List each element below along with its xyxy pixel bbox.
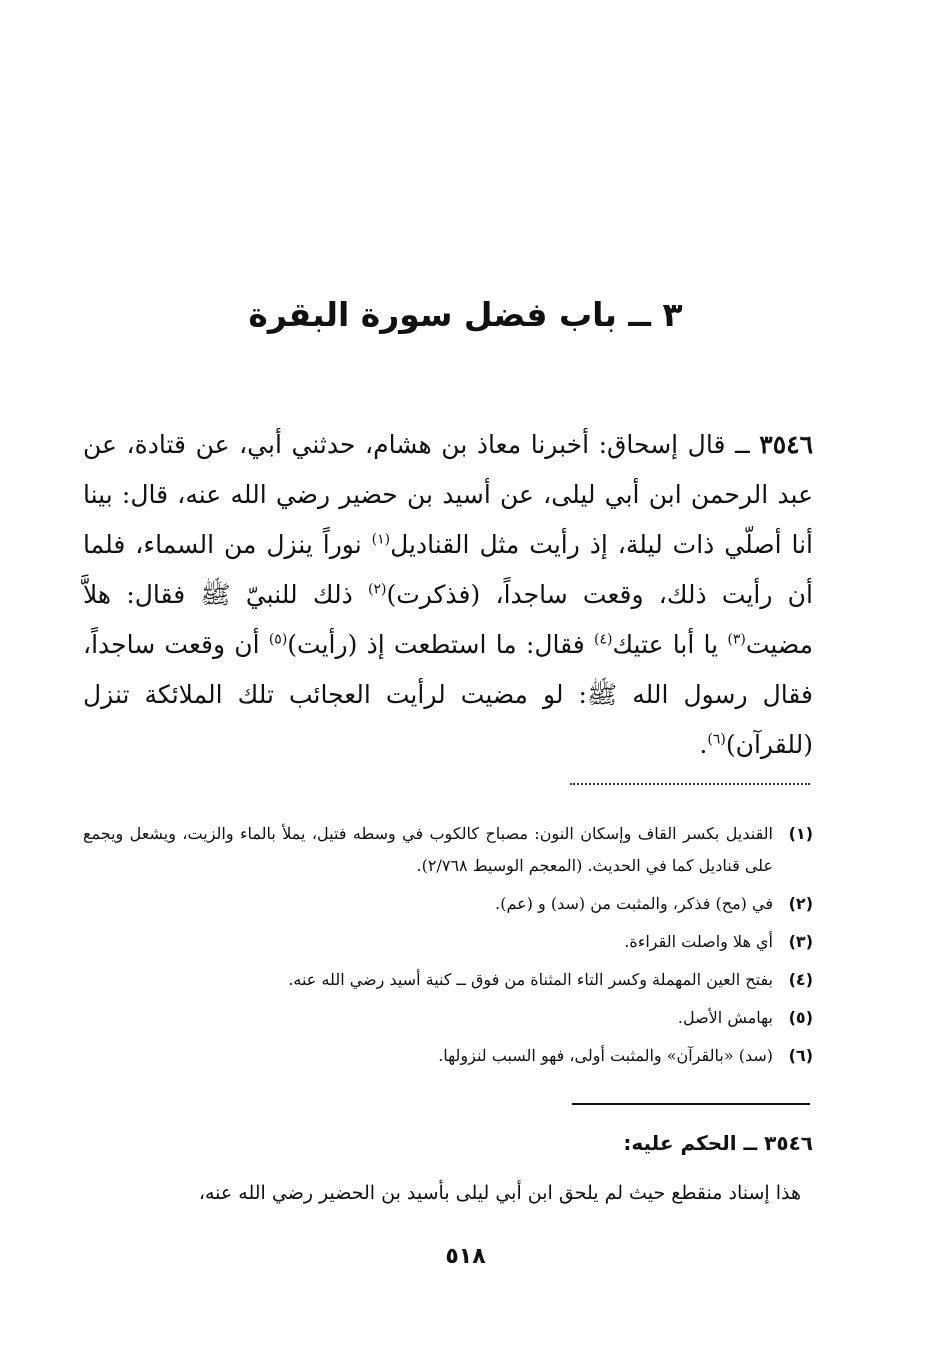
footnote-text: بهامش الأصل. bbox=[677, 1008, 773, 1027]
footnote-ref: (٦) bbox=[707, 731, 726, 748]
footnote-text: (سد) «بالقرآن» والمثبت أولى، فهو السبب لنزولها. bbox=[438, 1046, 773, 1065]
footnote-item bbox=[83, 926, 813, 958]
footnote-item bbox=[83, 964, 813, 996]
hadith-segment: يا أبا عتيك bbox=[612, 630, 728, 659]
footnote-text: في (مح) فذكر، والمثبت من (سد) و (عم). bbox=[495, 894, 773, 913]
footnote-text: أي هلا واصلت القراءة. bbox=[624, 932, 773, 951]
footnote-number: (٦) bbox=[788, 1046, 813, 1065]
hadith-segment: فقال: ما استطعت إذ (رأيت) bbox=[287, 630, 594, 659]
footnote-number: (٣) bbox=[788, 932, 813, 951]
footnote-ref: (٣) bbox=[727, 631, 746, 648]
footnote-item bbox=[83, 818, 813, 882]
ruling-heading: ٣٥٤٦ ــ الحكم عليه: bbox=[623, 1131, 813, 1155]
footnote-item bbox=[83, 1040, 813, 1072]
footnote-number: (٢) bbox=[788, 894, 813, 913]
hadith-paragraph bbox=[83, 420, 813, 770]
footnote-ref: (١) bbox=[371, 531, 391, 548]
hadith-segment: ــ قال إسحاق: أخبرنا معاذ بن هشام، حدثني أبي، عن قتادة، عن عبد الرحمن ابن أبي ليلى، عن أسيد بن حضير رضي الله عنه، قال: بينا أنا أصلّي ذات ليلة، إذ رأيت مثل القناديل bbox=[83, 430, 813, 559]
section-divider bbox=[572, 1103, 810, 1105]
hadith-number: ٣٥٤٦ bbox=[759, 430, 813, 459]
footnote-number: (٥) bbox=[788, 1008, 813, 1027]
ruling-text: هذا إسناد منقطع حيث لم يلحق ابن أبي ليلى بأسيد بن الحضير رضي الله عنه، bbox=[198, 1182, 801, 1204]
chapter-title: ٣ ــ باب فضل سورة البقرة bbox=[248, 295, 683, 334]
footnote-ref: (٥) bbox=[268, 631, 288, 648]
footnote-text: بفتح العين المهملة وكسر التاء المثناة من فوق ــ كنية أسيد رضي الله عنه. bbox=[288, 970, 773, 989]
footnote-number: (٤) bbox=[788, 970, 813, 989]
footnote-text: القنديل بكسر القاف وإسكان النون: مصباح كالكوب في وسطه فتيل، يملأ بالماء والزيت، ويشعل ويجمع على قناديل كما في الحديث. (المعجم الوسيط ٢/٧٦٨). bbox=[83, 824, 773, 875]
hadith-segment: نوراً ينزل من السماء، فلما أن رأيت ذلك، وقعت ساجداً، (فذكرت) bbox=[83, 530, 813, 609]
hadith-segment: ذلك للنبيّ ﷺ فقال: هلاَّ مضيت bbox=[83, 580, 813, 659]
footnote-ref: (٢) bbox=[367, 581, 387, 598]
footnote-ref: (٤) bbox=[593, 631, 613, 648]
hadith-segment: . bbox=[699, 730, 708, 759]
hadith-segment: أن وقعت ساجداً، فقال رسول الله ﷺ: لو مضيت لرأيت العجائب تلك الملائكة تنزل (للقرآن) bbox=[83, 630, 813, 759]
footnote-number: (١) bbox=[788, 824, 813, 843]
footnote-item bbox=[83, 888, 813, 920]
footnote-item bbox=[83, 1002, 813, 1034]
footnote-separator-dots bbox=[570, 783, 810, 785]
page-number: ٥١٨ bbox=[445, 1244, 486, 1269]
footnotes-list bbox=[83, 818, 813, 1078]
